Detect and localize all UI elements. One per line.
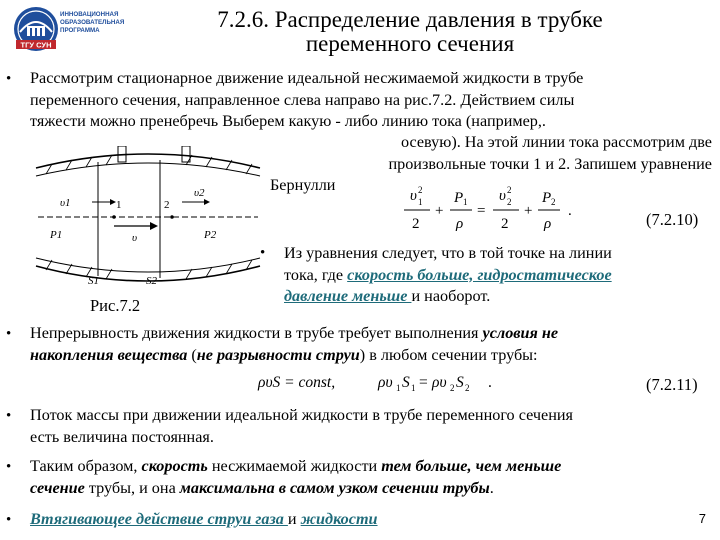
intro-line-1: Рассмотрим стационарное движение идеальной несжимаемой жидкости в трубе bbox=[30, 69, 584, 87]
intro-line-4: осевую). На этой линии тока рассмотрим две bbox=[400, 133, 712, 151]
label-p1: P1 bbox=[50, 229, 63, 241]
svg-text:+: + bbox=[524, 203, 533, 219]
paren-open: ( bbox=[187, 345, 197, 364]
speed-term: скорость bbox=[141, 457, 208, 475]
svg-text:.: . bbox=[488, 374, 492, 391]
logo-line3: ПРОГРАММА bbox=[60, 27, 100, 34]
logo-line1: ИННОВАЦИОННАЯ bbox=[60, 11, 119, 18]
mass-flow-line-1: Поток массы при движении идеальной жидкости в трубе переменного сечения bbox=[30, 406, 573, 424]
paragraph-mass-flow bbox=[30, 405, 712, 448]
no-discontinuity: не разрывности струи bbox=[196, 345, 360, 364]
pressure-line-3: и наоборот. bbox=[411, 287, 491, 305]
pressure-line-2: тока, где bbox=[284, 265, 348, 284]
paragraph-continuity bbox=[30, 323, 712, 366]
bullet: • bbox=[260, 245, 266, 261]
gas-jet-link[interactable]: Втягивающее действие струи газа bbox=[30, 510, 288, 528]
svg-text:1: 1 bbox=[463, 197, 468, 207]
svg-text:1: 1 bbox=[418, 197, 423, 207]
paragraph-pressure bbox=[284, 243, 714, 308]
tube-figure bbox=[32, 146, 264, 292]
svg-text:.: . bbox=[568, 203, 572, 219]
page-number: 7 bbox=[698, 511, 706, 526]
conclusion-line-1: Таким образом, bbox=[30, 457, 142, 475]
svg-text:=: = bbox=[477, 203, 486, 219]
label-point-2: 2 bbox=[164, 199, 170, 211]
section-term: сечение bbox=[30, 478, 85, 497]
speed-greater-link[interactable]: скорость больше, гидростатическое bbox=[347, 265, 612, 284]
svg-text:ρυ: ρυ bbox=[432, 374, 447, 391]
intro-line-5: произвольные точки 1 и 2. Запишем уравнение bbox=[388, 154, 712, 173]
svg-text:1: 1 bbox=[396, 383, 401, 393]
continuity-line-2: ) в любом сечении трубы: bbox=[359, 345, 538, 364]
label-v2: υ2 bbox=[194, 187, 205, 199]
svg-text:2: 2 bbox=[465, 383, 470, 393]
paragraph-entrainment bbox=[30, 509, 630, 531]
logo-brand: ТГУ СУН bbox=[20, 40, 52, 50]
svg-text:2: 2 bbox=[551, 197, 556, 207]
greater-smaller-term: тем больше, чем меньше bbox=[381, 457, 562, 475]
label-p2: P2 bbox=[204, 229, 217, 241]
svg-text:2: 2 bbox=[450, 383, 455, 393]
svg-text:ρυ: ρυ bbox=[378, 374, 393, 391]
svg-text:+: + bbox=[435, 203, 444, 219]
svg-text:2: 2 bbox=[507, 185, 512, 195]
continuity-equation bbox=[256, 369, 518, 395]
liquid-link[interactable]: жидкости bbox=[300, 510, 378, 528]
paragraph-conclusion bbox=[30, 456, 712, 499]
bullet: • bbox=[6, 326, 12, 342]
label-point-1: 1 bbox=[116, 199, 122, 211]
bullet: • bbox=[6, 408, 12, 424]
bullet: • bbox=[6, 459, 12, 475]
label-s2: S2 bbox=[146, 275, 157, 287]
logo-line2: ОБРАЗОВАТЕЛЬНАЯ bbox=[60, 19, 124, 26]
pressure-less-link[interactable]: давление меньше bbox=[284, 287, 412, 305]
label-v1: υ1 bbox=[60, 197, 71, 209]
bernoulli-equation bbox=[396, 183, 578, 235]
paragraph-intro bbox=[30, 68, 712, 133]
svg-text:S: S bbox=[402, 374, 410, 391]
bullet: • bbox=[6, 71, 12, 87]
label-v: υ bbox=[132, 232, 138, 244]
mass-flow-line-2: есть величина постоянная. bbox=[30, 427, 214, 446]
conclusion-middle: несжимаемой жидкости bbox=[207, 457, 382, 475]
intro-line-2: переменного сечения, направленное слева направо на рис.7.2. Действием силы bbox=[30, 90, 575, 109]
svg-text:P: P bbox=[542, 190, 552, 206]
svg-text:υ: υ bbox=[410, 188, 417, 204]
no-accumulation: накопления вещества bbox=[30, 345, 188, 364]
and-text: и bbox=[287, 510, 301, 528]
intro-line-6: Бернулли bbox=[270, 176, 336, 194]
figure-caption: Рис.7.2 bbox=[90, 296, 141, 315]
equation-number-2: (7.2.11) bbox=[646, 375, 698, 394]
conclusion-line-2: трубы, и она bbox=[84, 478, 180, 497]
intro-line-3: тяжести можно пренебречь Выберем какую - либо линию тока (например,. bbox=[30, 112, 546, 130]
svg-text:P: P bbox=[454, 190, 464, 206]
narrowest-section-term: максимальна в самом узком сечении трубы bbox=[179, 478, 490, 497]
svg-text:S: S bbox=[456, 374, 464, 391]
svg-text:ρ: ρ bbox=[456, 216, 464, 232]
svg-text:υ: υ bbox=[499, 188, 506, 204]
svg-text:=: = bbox=[419, 374, 428, 391]
svg-text:2: 2 bbox=[507, 197, 512, 207]
bullet: • bbox=[6, 512, 12, 528]
svg-text:ρ: ρ bbox=[544, 216, 552, 232]
title-line-2: переменного сечения bbox=[305, 31, 515, 56]
svg-text:2: 2 bbox=[418, 185, 423, 195]
page-title bbox=[130, 8, 690, 56]
svg-text:ρυS = const,: ρυS = const, bbox=[258, 374, 336, 391]
svg-text:2: 2 bbox=[412, 216, 420, 232]
logo bbox=[6, 2, 124, 58]
svg-text:1: 1 bbox=[411, 383, 416, 393]
continuity-condition: условия не bbox=[482, 324, 559, 342]
label-s1: S1 bbox=[88, 275, 99, 287]
period: . bbox=[489, 478, 494, 497]
pressure-line-1: Из уравнения следует, что в той точке на линии bbox=[284, 244, 612, 262]
equation-number-1: (7.2.10) bbox=[646, 210, 699, 229]
svg-text:2: 2 bbox=[501, 216, 509, 232]
continuity-line-1: Непрерывность движения жидкости в трубе требует выполнения bbox=[30, 324, 483, 342]
title-line-1: 7.2.6. Распределение давления в трубке bbox=[217, 7, 603, 32]
